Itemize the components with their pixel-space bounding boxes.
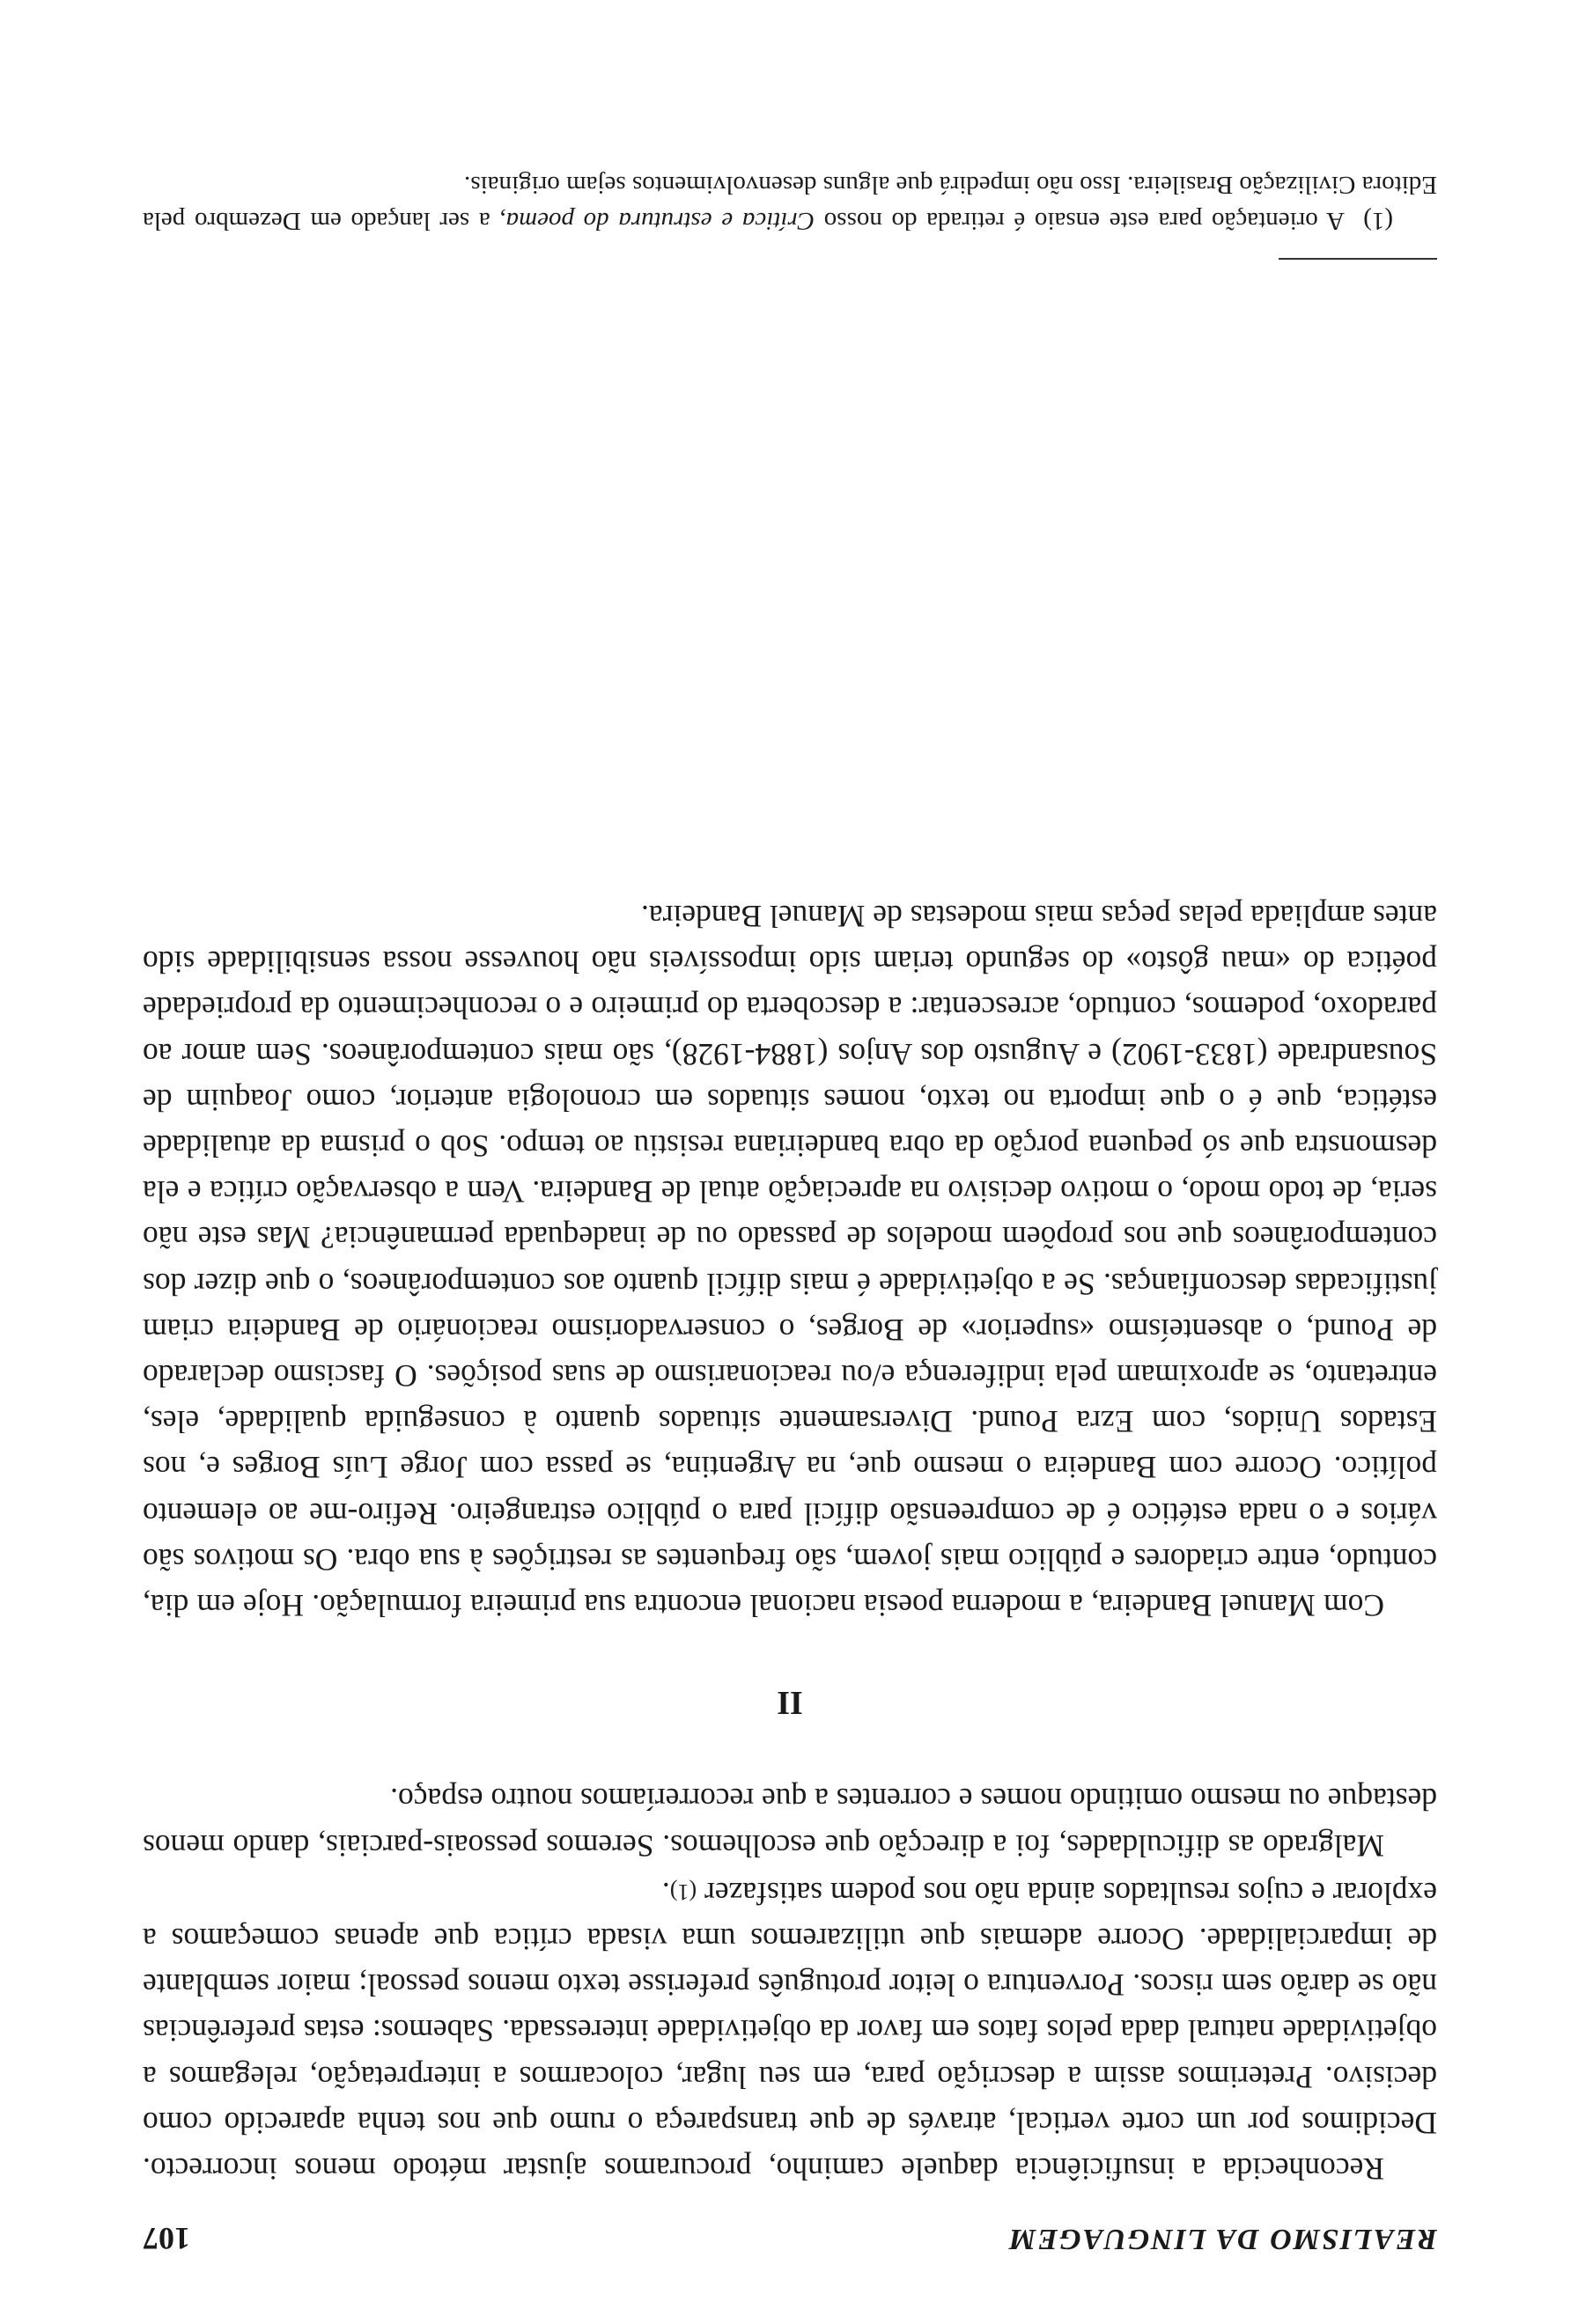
footnote-area (143, 166, 1437, 260)
footnote (143, 166, 1437, 239)
paragraph-3: Com Manuel Bandeira, a moderna poesia nacional encontra sua primeira formulação. Hoje em dia, contudo, entre criadores e público mais jovem, são frequentes as restrições à sua obra. Os motivos são vários e o nada estético é de compreensão difícil para o público estrangeiro. Refiro-me ao elemento político. Ocorre com Bandeira o mesmo que, na Argentina, se passa com Jorge Luís Borges e, nos Estados Unidos, com Ezra Pound. Diversamente situados quanto à conseguida qualidade, eles, entretanto, se aproximam pela indiferença e/ou reacionarismo de suas posições. O fascismo declarado de Pound, o absenteísmo «superior» de Borges, o conservadorismo reacionário de Bandeira criam justificadas desconfianças. Se a objetividade é mais difícil quanto aos contemporâneos, o que dizer dos contemporâneos que nos propõem modelos de passado ou de inadequada permanência? Mas este não seria, de todo modo, o motivo decisivo na apreciação atual de Bandeira. Vem a observação crítica e ela desmonstra que só pequena porção da obra bandeiriana resistiu ao tempo. Sob o prisma da atualidade estética, que é o que importa no texto, nomes situados em cronologia anterior, como Joaquim de Sousandrade (1833-1902) e Augusto dos Anjos (1884-1928), são mais contemporâneos. Sem amor ao paradoxo, podemos, contudo, acrescentar: a descoberta do primeiro e o reconhecimento da propriedade poética do «mau gôsto» do segundo teriam sido impossíveis não houvesse nossa sensibilidade sido antes ampliada pelas peças mais modestas de Manuel Bandeira. (143, 898, 1437, 1623)
footnote-book-title: Crítica e estrutura do poema (505, 207, 815, 235)
page-header (143, 2210, 1437, 2262)
page-number: 107 (143, 2221, 190, 2256)
paragraph-1 (143, 1869, 1437, 2192)
paragraph-2: Malgrado as dificuldades, foi a direcção que escolhemos. Seremos pessoais-parciais, dando menos destaque ou mesmo omitindo nomes e correntes a que recorreríamos noutro espaço. (143, 1782, 1437, 1864)
footnote-text-end: , a ser lançado em Dezembro pela Editora Civilização Brasileira. Isso não impedirá que alguns desenvolvimentos sejam originais. (142, 171, 1437, 235)
footnote-reference: (1) (669, 1879, 697, 1905)
body-text (143, 894, 1437, 2192)
section-heading: II (777, 1684, 803, 1722)
paragraph-1-end: . (661, 1875, 670, 1911)
book-page (143, 62, 1437, 2262)
running-head: REALISMO DA LINGUAGEM (1007, 2223, 1437, 2255)
footnote-marker: (1) (1363, 207, 1393, 235)
footnote-rule (1279, 258, 1437, 260)
footnote-text-start: A orientação para este ensaio é retirada do nosso (815, 207, 1345, 235)
paragraph-1-text: Reconhecida a insuficiência daquele caminho, procuramos ajustar método menos incorrecto. Decidimos por um corte vertical, através de que transpareça o rumo que nos tenha aparecido como decisivo. Preterimos assim a descrição para, em seu lugar, colocarmos a interpretação, relegamos a objetividade natural dada pelos fatos em favor da objetividade interessada. Sabemos: estas preferências não se darão sem riscos. Porventura o leitor protuguês preferisse texto menos pessoal; maior semblante de imparcialidade. Ocorre ademais que utilizaremos uma visada crítica que apenas começamos a explorar e cujos resultados ainda não nos podem satisfazer (143, 1875, 1437, 2187)
